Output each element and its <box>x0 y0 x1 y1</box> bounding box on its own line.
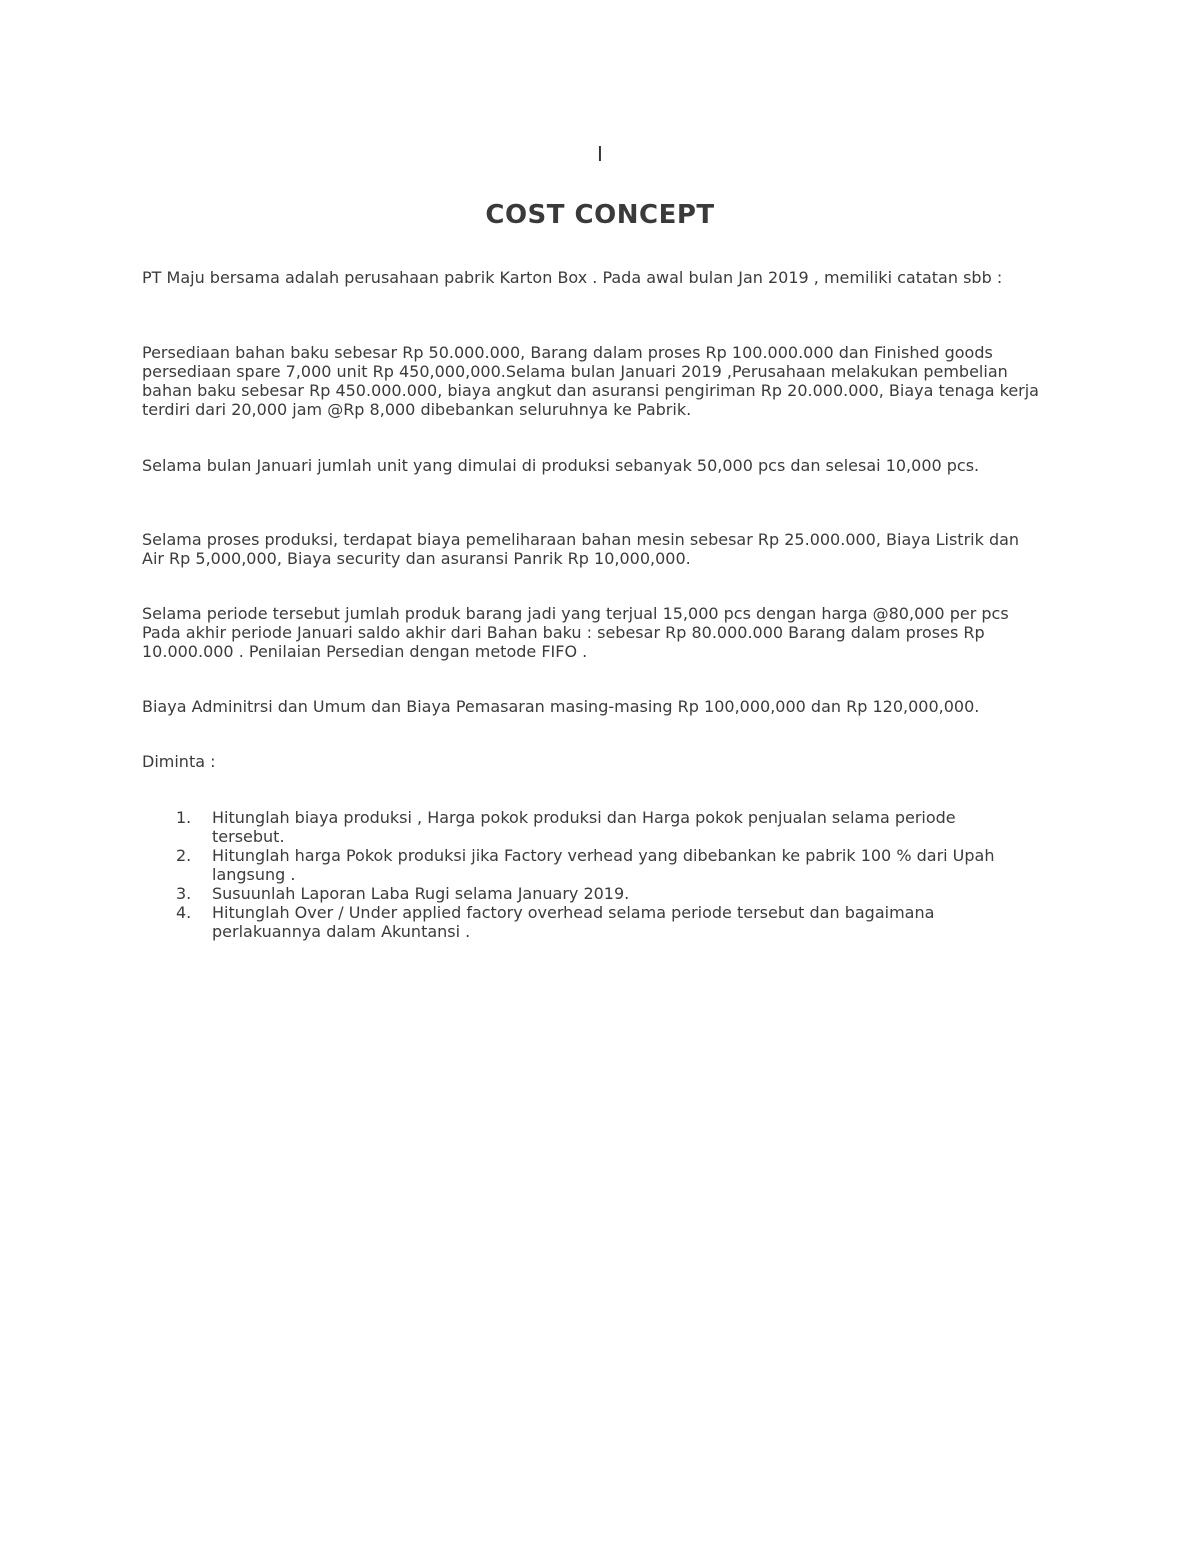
requests-list <box>142 808 1022 941</box>
list-item <box>142 903 1022 941</box>
list-item <box>142 808 1022 846</box>
intro-paragraph: PT Maju bersama adalah perusahaan pabrik Karton Box . Pada awal bulan Jan 2019 , memiliki catatan sbb : <box>142 268 1003 287</box>
production-units-paragraph: Selama bulan Januari jumlah unit yang dimulai di produksi sebanyak 50,000 pcs dan selesai 10,000 pcs. <box>142 456 980 475</box>
list-item-text: Susuunlah Laporan Laba Rugi selama January 2019. <box>212 884 630 903</box>
list-item-number: 2. <box>176 846 192 865</box>
list-item-text: Hitunglah biaya produksi , Harga pokok produksi dan Harga pokok penjualan selama periode tersebut. <box>212 808 956 846</box>
inventory-paragraph: Persediaan bahan baku sebesar Rp 50.000.000, Barang dalam proses Rp 100.000.000 dan Finished goods persediaan spare 7,000 unit Rp 450,000,000.Selama bulan Januari 2019 ,Perusahaan melakukan pembelian bahan baku sebesar Rp 450.000.000, biaya angkut dan asuransi pengiriman Rp 20.000.000, Biaya tenaga kerja terdiri dari 20,000 jam @Rp 8,000 dibebankan seluruhnya ke Pabrik. <box>142 343 1039 419</box>
list-item-number: 4. <box>176 903 192 922</box>
list-item <box>142 884 1022 903</box>
production-costs-paragraph: Selama proses produksi, terdapat biaya pemeliharaan bahan mesin sebesar Rp 25.000.000, Biaya Listrik dan Air Rp 5,000,000, Biaya security dan asuransi Panrik Rp 10,000,000. <box>142 530 1020 568</box>
list-item-text: Hitunglah harga Pokok produksi jika Factory verhead yang dibebankan ke pabrik 100 % dari Upah langsung . <box>212 846 995 884</box>
list-item-text: Hitunglah Over / Under applied factory overhead selama periode tersebut dan bagaimana perlakuannya dalam Akuntansi . <box>212 903 935 941</box>
document-title: COST CONCEPT <box>485 200 715 230</box>
list-item-number: 3. <box>176 884 192 903</box>
expenses-paragraph: Biaya Adminitrsi dan Umum dan Biaya Pemasaran masing-masing Rp 100,000,000 dan Rp 120,000,000. <box>142 697 980 716</box>
list-item-number: 1. <box>176 808 192 827</box>
list-item <box>142 846 1022 884</box>
requested-label: Diminta : <box>142 752 216 771</box>
sales-paragraph: Selama periode tersebut jumlah produk barang jadi yang terjual 15,000 pcs dengan harga @80,000 per pcs Pada akhir periode Januari saldo akhir dari Bahan baku : sebesar Rp 80.000.000 Barang dalam proses Rp 10.000.000 . Penilaian Persedian dengan metode FIFO . <box>142 604 1009 661</box>
chapter-number: I <box>597 142 603 166</box>
